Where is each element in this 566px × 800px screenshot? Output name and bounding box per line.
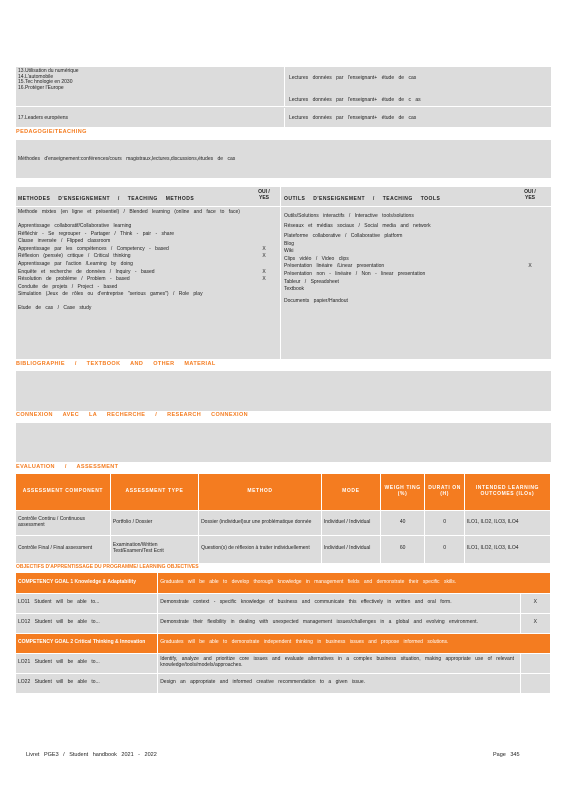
competency-goal-row (16, 573, 551, 593)
lo-text: Demonstrate their flexibility in dealing with unexpected management issues/challenges in a global and evolving environment. (158, 613, 520, 633)
header-weighting: WEIGH TING (%) (380, 474, 425, 510)
program-item: 16.Protéger l'Europe (18, 84, 64, 91)
learning-objective-row (16, 593, 551, 613)
tool-mark (521, 256, 539, 264)
tool-item: Tableur / Spreadsheet (284, 278, 339, 285)
bibliographie-box (16, 371, 551, 411)
lo-mark (520, 653, 550, 673)
method-mark (256, 238, 272, 246)
method-item: Apprentissage par l'action /Learning by doing (18, 260, 133, 267)
assessment-weighting: 60 (380, 535, 425, 563)
assessment-component: Contrôle Continu / Continuous assessment (16, 510, 110, 535)
competency-goal-text: Graduates will be able to develop thorough knowledge in management fields and demonstrate their specific skills. (158, 573, 551, 593)
header-method: METHOD (199, 474, 322, 510)
tool-item: Présentation non - linéaire / Non - linear presentation (284, 270, 426, 277)
tool-item: Présentation linéaire /Linear presentation (284, 263, 385, 270)
lo-mark: X (520, 593, 550, 613)
tool-mark (521, 223, 539, 233)
assessment-method: Question(s) de réflexion à traiter individuellement (199, 535, 322, 563)
method-mark (256, 223, 272, 231)
section-title-pedagogie: PEDAGOGIE/TEACHING (16, 129, 87, 135)
competency-goal-row (16, 633, 551, 653)
method-item: Apprentissage collaboratif/Collaborative learning (18, 223, 132, 229)
method-item: Apprentissage par les compétences / Competency - based (18, 245, 169, 252)
method-mark: X (262, 268, 266, 275)
header-duration: DURATI ON (H) (425, 474, 464, 510)
tool-item: Documents papier/Handout (284, 297, 348, 304)
methods-header-right: OUTILS D'ENSEIGNEMENT / TEACHING TOOLS (284, 196, 441, 202)
column-divider (284, 108, 285, 127)
method-mark (256, 209, 272, 223)
assessment-ilos: ILO1, ILO2, ILO3, ILO4 (464, 535, 550, 563)
header-mode: MODE (321, 474, 380, 510)
tool-item: Wiki (284, 248, 294, 255)
method-item: Methode mixtes (en ligne et présentiel) / Blended learning (online and face to face) (18, 209, 240, 215)
top-table (16, 67, 551, 127)
learning-objective-row (16, 653, 551, 673)
method-mark: X (262, 245, 266, 252)
assessment-mode: Individuel / Individual (321, 535, 380, 563)
tool-item: Blog (284, 240, 295, 247)
method-item: Résolution de problème / Problem - based (18, 276, 130, 283)
top-row-2-left: 17.Leaders européens (18, 115, 69, 121)
lo-text: Identify, analyze and prioritize core issues and evaluate alternatives in a complex business situation, making appropriate use of relevant knowledge/tools/models/approaches. (158, 653, 520, 673)
method-item: Enquête et recherche de données / Inquiry - based (18, 268, 155, 275)
lo-text: Demonstrate context - specific knowledge of business and communicate this effectively in written and oral form. (158, 593, 520, 613)
method-mark (256, 231, 272, 239)
evaluation-header-row (16, 474, 551, 510)
column-divider (280, 187, 281, 359)
evaluation-table (16, 474, 551, 564)
top-row-1-left (18, 69, 283, 91)
method-item: Conduite de projets / Project - based (18, 283, 118, 290)
lo-mark (520, 673, 550, 693)
assessment-duration: 0 (425, 510, 464, 535)
section-title-connexion: CONNEXION AVEC LA RECHERCHE / RESEARCH CONNEXION (16, 412, 249, 418)
tool-mark (521, 286, 539, 294)
tool-mark (521, 248, 539, 256)
header-assessment-type: ASSESSMENT TYPE (110, 474, 198, 510)
method-item: Réflexion (pensée) critique / Critical thinking (18, 253, 131, 260)
top-row-2 (16, 108, 551, 127)
tool-item: Textbook (284, 286, 305, 293)
lo-code: LO22 Student will be able to... (16, 673, 158, 693)
header-ilos: INTENDED LEARNING OUTCOMES (ILOs) (464, 474, 550, 510)
learning-objective-row (16, 613, 551, 633)
tool-item: Outils/Solutions interactifs / Interactive tools/solutions (284, 213, 414, 219)
tool-mark (521, 279, 539, 287)
method-item: Réfléchir - Se regrouper - Partager / Think - pair - share (18, 230, 175, 237)
lo-text: Design an appropriate and informed creative recommendation to a given issue. (158, 673, 520, 693)
method-mark: X (262, 253, 266, 260)
section-title-evaluation: EVALUATION / ASSESSMENT (16, 464, 119, 470)
tool-mark (521, 271, 539, 279)
method-item: Etude de cas / Case study (18, 305, 92, 312)
tool-mark (521, 233, 539, 241)
assessment-ilos: ILO1, ILO2, ILO3, ILO4 (464, 510, 550, 535)
evaluation-row (16, 535, 551, 563)
top-row-1 (16, 67, 551, 107)
competency-goal-label: COMPETENCY GOAL 1 Knowledge & Adaptability (16, 573, 158, 593)
competency-goal-text: Graduates will be able to demonstrate independent thinking in business issues and propose informed solutions. (158, 633, 551, 653)
header-assessment-component: ASSESSMENT COMPONENT (16, 474, 110, 510)
lo-code: LO21 Student will be able to... (16, 653, 158, 673)
teaching-methods-list (18, 209, 258, 313)
method-mark (256, 291, 272, 305)
lo-code: LO12 Student will be able to... (16, 613, 158, 633)
activity-text: Lectures données par l'enseignant+ étude de c as (289, 97, 421, 103)
assessment-weighting: 40 (380, 510, 425, 535)
connexion-box (16, 423, 551, 462)
teaching-tools-marks (521, 213, 539, 301)
objectives-table (16, 573, 551, 694)
method-mark (256, 261, 272, 269)
method-item: Simulation (Jeux de rôles ou d'entreprise "serious games") / Role play (18, 291, 203, 298)
assessment-type: Portfolio / Dossier (110, 510, 198, 535)
footer-page-number: Page 345 (493, 752, 520, 758)
assessment-component: Contrôle Final / Final assessment (16, 535, 110, 563)
methods-table (16, 187, 551, 359)
footer-handbook: Livret PGE3 / Student handbook 2021 - 2022 (26, 752, 157, 758)
program-item: 13.Utilisation du numérique (18, 68, 79, 74)
lo-mark: X (520, 613, 550, 633)
top-row-2-right: Lectures données par l'enseignant+ étude de cas (289, 115, 417, 121)
divider (16, 206, 551, 207)
method-mark (256, 305, 272, 313)
methods-header-left: METHODES D'ENSEIGNEMENT / TEACHING METHODS (18, 196, 195, 202)
method-item: Classe inversée / Flipped classroom (18, 238, 111, 245)
lo-code: LO11 Student will be able to... (16, 593, 158, 613)
assessment-duration: 0 (425, 535, 464, 563)
methodes-box (16, 140, 551, 178)
tool-mark (521, 241, 539, 249)
tool-item: Plateforme collaborative / Collaborative platform (284, 233, 403, 239)
activity-text: Lectures données par l'enseignant+ étude de cas (289, 75, 417, 81)
tool-item: Clips vidéo / Video clips (284, 255, 349, 262)
teaching-methods-marks (256, 209, 272, 313)
top-row-1-right (289, 73, 549, 105)
methods-header-oui-left: OUI / YES (258, 189, 270, 201)
methodes-text: Méthodes d'enseignement:conférences/cours magistraux,lectures,discussions,études de cas (18, 156, 236, 162)
tool-item: Réseaux et médias sociaux / Social media and network (284, 223, 431, 229)
competency-goal-label: COMPETENCY GOAL 2 Critical Thinking & Innovation (16, 633, 158, 653)
assessment-type: Examination/Written Test/Examen/Test Ecrit (110, 535, 198, 563)
teaching-tools-list (284, 213, 514, 308)
tool-mark: X (528, 263, 532, 270)
evaluation-row (16, 510, 551, 535)
assessment-mode: Individuel / Individual (321, 510, 380, 535)
tool-mark (521, 294, 539, 302)
program-item: 14.L'automobile (18, 73, 54, 80)
section-title-objectives: OBJECTIFS D'APPRENTISSAGE DU PROGRAMME/ LEARNING OBJECTIVES (16, 564, 199, 570)
learning-objective-row (16, 673, 551, 693)
methods-header-oui-right: OUI / YES (524, 189, 536, 201)
program-item: 15.Tec hnologie en 2030 (18, 79, 73, 86)
method-mark (256, 284, 272, 292)
section-title-bibliographie: BIBLIOGRAPHIE / TEXTBOOK AND OTHER MATERIAL (16, 361, 216, 367)
assessment-method: Dossier (individuel)sur une problématique donnée (199, 510, 322, 535)
column-divider (284, 67, 285, 107)
method-mark: X (262, 276, 266, 283)
tool-mark (521, 213, 539, 223)
